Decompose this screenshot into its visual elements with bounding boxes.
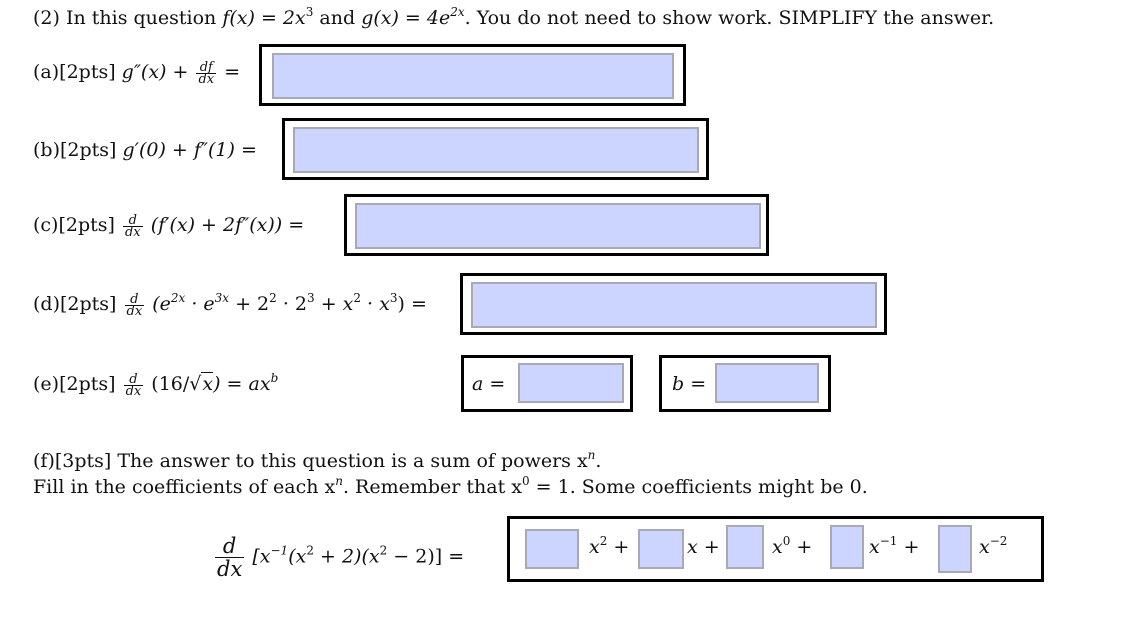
part-f-d: d (215, 535, 244, 558)
term-xm1-base: x (869, 536, 880, 558)
part-c-answer-input[interactable] (355, 203, 761, 249)
g-definition: g(x) = 4e (361, 7, 451, 29)
part-d-derivative (125, 291, 145, 319)
term-x2-base: x (589, 536, 600, 558)
part-e-derivative (124, 371, 144, 399)
part-e-sqrt-arg: x (202, 373, 214, 395)
f-definition: f(x) = 2x (222, 7, 306, 29)
term-x0-op: + (796, 536, 813, 558)
part-a-derivative (196, 59, 216, 87)
part-d-expr-mid3: · 2 (276, 293, 308, 315)
part-f-term-x1 (687, 536, 720, 558)
part-f-line1 (33, 449, 601, 473)
part-f-coef-xm2-input[interactable] (938, 525, 972, 573)
part-d-expr-mid2: + 2 (229, 293, 270, 315)
term-xm2-exp: −2 (989, 534, 1008, 548)
part-b-prompt (33, 138, 257, 162)
part-b-expression: g′(0) + f″(1) = (122, 139, 257, 161)
part-e-d: d (124, 374, 144, 386)
part-d-expr-mid1: · e (185, 293, 215, 315)
part-e-dx: dx (125, 383, 142, 399)
part-f-dx: dx (217, 557, 243, 581)
part-d-exp4: 3 (307, 291, 315, 305)
part-b-answer-input[interactable] (293, 127, 699, 173)
part-a-expression: g″(x) + (121, 61, 189, 83)
part-c-d: d (123, 215, 143, 227)
part-e-a-box (461, 355, 633, 412)
part-d-expr-open: (e (152, 293, 171, 315)
term-x2-exp: 2 (599, 534, 608, 548)
part-c-expression: (f′(x) + 2f″(x)) = (150, 214, 305, 236)
part-c-prompt (33, 213, 304, 238)
part-a-equals: = (224, 61, 241, 83)
term-xm1-exp: −1 (879, 534, 898, 548)
term-x1-base: x (687, 536, 698, 558)
part-f-coef-x2-input[interactable] (525, 529, 579, 569)
part-f-answer-box (507, 516, 1044, 582)
part-c-dx: dx (124, 224, 141, 240)
part-f-term-xm2 (979, 536, 1007, 558)
part-f-expr-exp2: 2 (306, 543, 314, 558)
part-c-label: (c)[2pts] (33, 214, 115, 236)
part-f-term-x0 (772, 536, 812, 558)
part-d-dx: dx (126, 303, 143, 319)
part-c-answer-box (344, 194, 769, 256)
part-e-b-input[interactable] (715, 363, 819, 403)
part-e-prompt (33, 372, 278, 397)
part-d-answer-input[interactable] (471, 282, 877, 328)
part-e-expr-close: ) = ax (213, 373, 271, 395)
part-f-line2 (33, 475, 868, 499)
part-d-exp2: 3x (214, 291, 230, 305)
part-f-line2-a: Fill in the coefficients of each x (33, 476, 336, 498)
part-f-expr-mid2: + 2)(x (313, 545, 380, 568)
part-d-expr-mid5: · x (361, 293, 390, 315)
part-f-term-xm1 (869, 536, 919, 558)
part-a-answer-input[interactable] (272, 53, 674, 99)
part-d-expr-close: ) = (397, 293, 427, 315)
part-e-a-label: a = (472, 373, 506, 395)
question-number: (2) (33, 7, 60, 29)
part-d-expr-mid4: + x (314, 293, 354, 315)
part-d-exp3: 2 (269, 291, 277, 305)
part-f-label: (f)[3pts] (33, 450, 112, 472)
part-e-a-input[interactable] (518, 363, 624, 403)
part-e-exponent: b (270, 371, 279, 385)
part-e-label: (e)[2pts] (33, 373, 116, 395)
part-f-expr-exp1: −1 (270, 543, 289, 558)
part-f-expr-mid: (x (288, 545, 307, 568)
part-f-term-x2 (589, 536, 629, 558)
term-xm1-op: + (903, 536, 920, 558)
part-f-line1-exp: n (587, 448, 596, 462)
part-b-answer-box (282, 118, 709, 180)
part-f-expr-end: − 2)] = (387, 545, 465, 568)
part-f-expr-open: [x (252, 545, 271, 568)
header-instructions: . You do not need to show work. SIMPLIFY the answer. (464, 7, 995, 29)
part-e-b-label: b = (672, 373, 707, 395)
part-d-answer-box (460, 273, 887, 335)
part-d-exp5: 2 (353, 291, 362, 305)
intro-text: In this question (65, 7, 217, 29)
term-x0-exp: 0 (782, 534, 791, 548)
g-exponent: 2x (450, 5, 465, 19)
term-x0-base: x (772, 536, 783, 558)
part-f-coef-xm1-input[interactable] (830, 525, 864, 569)
part-f-expression (213, 535, 464, 580)
part-b-label: (b)[2pts] (33, 139, 117, 161)
part-f-coef-x1-input[interactable] (638, 529, 684, 569)
term-x1-op: + (703, 536, 720, 558)
part-a-df: df (196, 62, 216, 74)
part-e-expr-open: (16/√ (151, 373, 202, 395)
part-f-derivative (215, 535, 244, 580)
part-f-line1-text: The answer to this question is a sum of powers x (117, 450, 588, 472)
part-a-prompt (33, 60, 240, 85)
part-a-label: (a)[2pts] (33, 61, 116, 83)
part-f-line2-b: . Remember that x (342, 476, 522, 498)
part-c-derivative (123, 212, 143, 240)
term-x2-op: + (613, 536, 630, 558)
part-d-exp6: 3 (389, 291, 398, 305)
part-f-line1-end: . (595, 450, 602, 472)
and-text: and (319, 7, 356, 29)
part-d-exp1: 2x (170, 291, 186, 305)
part-f-expr-exp3: 2 (379, 543, 388, 558)
part-a-answer-box (259, 44, 686, 106)
part-f-line2-exp2: 0 (521, 474, 530, 488)
f-exponent: 3 (305, 5, 314, 19)
part-a-dx: dx (198, 71, 215, 87)
part-d-d: d (125, 294, 145, 306)
term-xm2-base: x (979, 536, 990, 558)
part-d-label: (d)[2pts] (33, 293, 117, 315)
part-d-prompt (33, 292, 427, 317)
part-f-coef-x0-input[interactable] (726, 525, 764, 569)
question-header (33, 6, 994, 30)
part-f-line2-c: = 1. Some coefficients might be 0. (529, 476, 868, 498)
part-e-b-box (659, 355, 831, 412)
part-f-line2-exp1: n (335, 474, 343, 488)
